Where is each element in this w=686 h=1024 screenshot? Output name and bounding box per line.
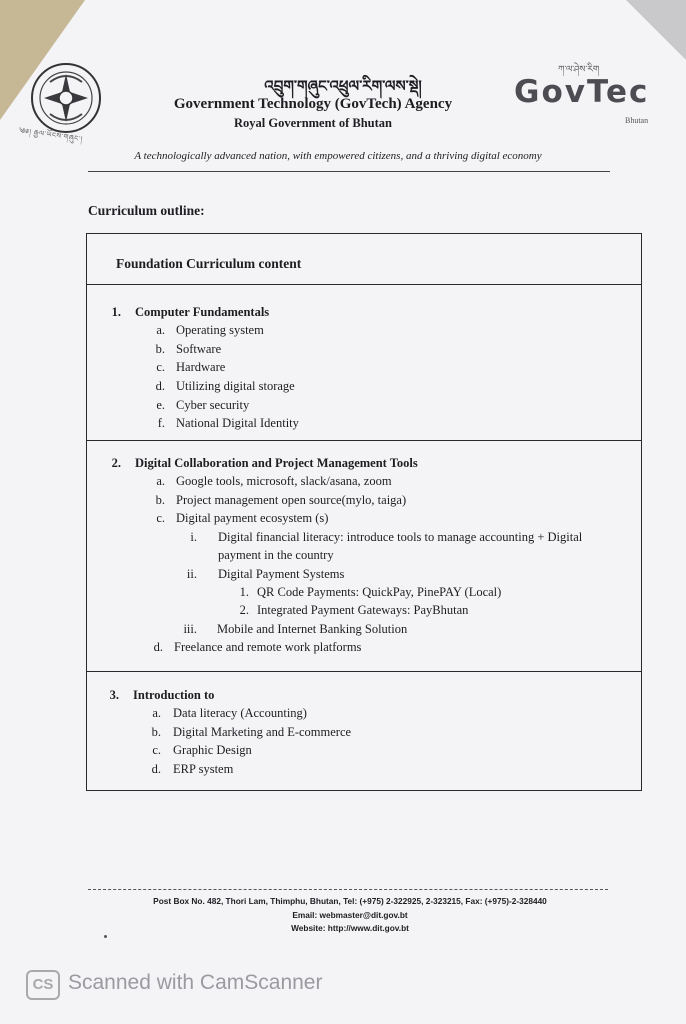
list-marker: a. [156,323,165,337]
list-marker: a. [152,706,161,720]
list-item: Operating system [176,323,264,337]
logo-dzongkha: ཀ་ལ་ཤེས་རིག [558,65,600,75]
sublist-item: Digital Payment Systems [218,567,345,581]
list-item: ERP system [173,762,234,776]
agency-name: Government Technology (GovTech) Agency [173,96,453,112]
sublist-item-continued: payment in the country [218,548,334,562]
emblem-caption: ༄༅། རྒྱལ་ཡོངས་གཞུང་། [18,126,84,144]
sublist-marker: ii. [186,567,197,581]
list-marker: c. [152,743,161,757]
curriculum-table [86,233,642,791]
sublist-item: Mobile and Internet Banking Solution [217,622,408,636]
list-item: Utilizing digital storage [176,379,295,393]
folded-corner-right [626,0,686,60]
list-marker: d. [151,762,161,776]
list-marker: f. [157,416,165,430]
footer-website[interactable]: Website: http://www.dit.gov.bt [291,923,409,933]
footer-divider [88,889,608,890]
section-title: Curriculum outline: [88,203,205,218]
logo-subtitle: Bhutan [625,116,649,125]
list-marker: c. [156,360,165,374]
government-name: Royal Government of Bhutan [234,116,392,130]
speck [104,935,107,938]
nested-marker: 1. [239,585,249,599]
nested-item: Integrated Payment Gateways: PayBhutan [257,603,469,617]
sublist-marker: i. [190,530,197,544]
table-header: Foundation Curriculum content [116,256,302,271]
list-marker: c. [156,511,165,525]
sublist-item: Digital financial literacy: introduce tools to manage accounting + Digital [218,530,583,544]
footer-email[interactable]: Email: webmaster@dit.gov.bt [292,910,408,920]
camscanner-logo-icon: CS [26,970,60,1000]
list-item: Graphic Design [173,743,252,757]
list-item: Digital Marketing and E-commerce [173,725,352,739]
item-title: Digital Collaboration and Project Management Tools [135,456,418,470]
list-item: National Digital Identity [176,416,299,430]
list-marker: a. [156,474,165,488]
item-number: 2. [111,456,121,470]
list-item: Project management open source(mylo, taiga) [176,493,407,507]
item-number: 1. [111,305,121,319]
list-item: Hardware [176,360,226,374]
footer-address: Post Box No. 482, Thori Lam, Thimphu, Bhutan, Tel: (+975) 2-322925, 2-323215, Fax: (+975)-2-328440 [153,896,547,906]
list-marker: d. [155,379,165,393]
dzongkha-title: འབྲུག་གཞུང་འཕྲུལ་རིག་ལས་སྡེ། [264,77,422,95]
camscanner-watermark: Scanned with CamScanner [68,971,323,994]
tagline: A technologically advanced nation, with empowered citizens, and a thriving digital economy [134,150,542,162]
table-row [87,441,641,672]
list-item: Cyber security [176,398,250,412]
nested-item: QR Code Payments: QuickPay, PinePAY (Local) [257,585,502,599]
table-row [87,285,641,441]
list-item: Google tools, microsoft, slack/asana, zoom [176,474,392,488]
table-row [87,672,641,790]
list-marker: b. [155,342,165,356]
item-title: Introduction to [133,688,215,702]
table-header-row [87,234,641,285]
list-item: Data literacy (Accounting) [173,706,307,720]
nested-marker: 2. [239,603,249,617]
list-item: Freelance and remote work platforms [174,640,362,654]
list-item: Software [176,342,222,356]
sublist-marker: iii. [183,622,197,636]
list-item: Digital payment ecosystem (s) [176,511,329,525]
list-marker: b. [151,725,161,739]
item-number: 3. [109,688,119,702]
list-marker: e. [156,398,165,412]
item-title: Computer Fundamentals [135,305,270,319]
list-marker: d. [153,640,163,654]
header-divider [88,171,610,172]
govtech-logo: GovTec [514,74,650,110]
list-marker: b. [155,493,165,507]
